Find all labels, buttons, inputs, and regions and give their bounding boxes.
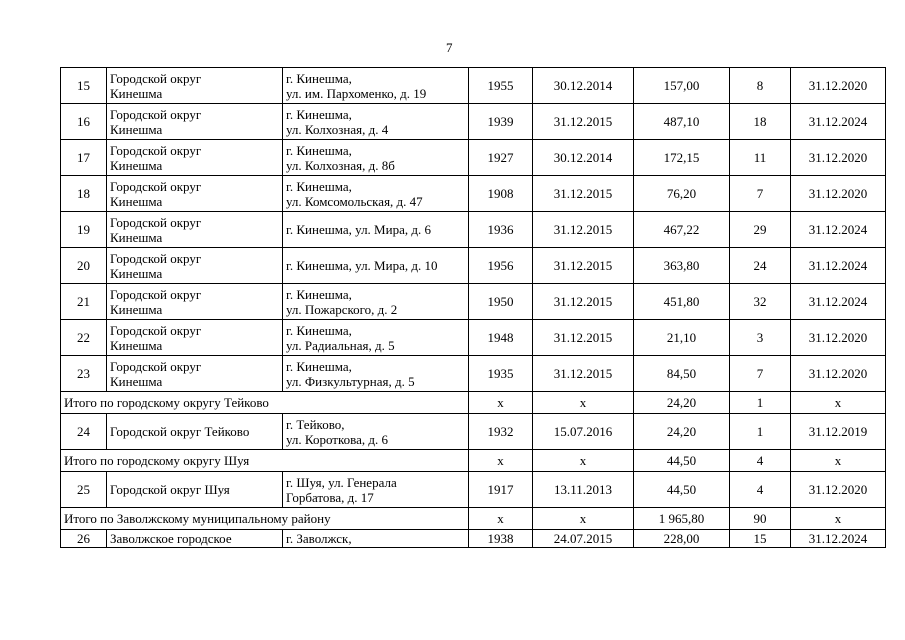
- year-cell: 1956: [469, 248, 533, 284]
- deadline-cell: 31.12.2020: [791, 140, 886, 176]
- year-cell: 1917: [469, 472, 533, 508]
- address-cell-line: ул. Колхозная, д. 8б: [286, 157, 395, 173]
- municipality-cell: [107, 104, 283, 140]
- people-cell: 1: [730, 392, 791, 414]
- deadline-cell: 31.12.2020: [791, 356, 886, 392]
- area-cell: 172,15: [634, 140, 730, 176]
- number-cell: 20: [61, 248, 107, 284]
- deadline-cell: 31.12.2020: [791, 320, 886, 356]
- address-cell-line: ул. Комсомольская, д. 47: [286, 193, 423, 209]
- deadline-cell: 31.12.2020: [791, 68, 886, 104]
- table-row: [61, 212, 886, 248]
- date-cell: 13.11.2013: [533, 472, 634, 508]
- deadline-cell: 31.12.2024: [791, 212, 886, 248]
- people-cell: 24: [730, 248, 791, 284]
- address-cell-line: г. Кинешма, ул. Мира, д. 6: [286, 222, 431, 237]
- people-cell: 7: [730, 356, 791, 392]
- address-cell-line: ул. Короткова, д. 6: [286, 431, 388, 447]
- address-cell: [283, 320, 469, 356]
- people-cell: 29: [730, 212, 791, 248]
- table-row: [61, 176, 886, 212]
- people-cell: 32: [730, 284, 791, 320]
- area-cell: 363,80: [634, 248, 730, 284]
- deadline-cell: х: [791, 508, 886, 530]
- date-cell: 31.12.2015: [533, 320, 634, 356]
- address-cell: [283, 104, 469, 140]
- page-number: 7: [446, 40, 453, 55]
- municipality-cell: [107, 356, 283, 392]
- municipality-cell-line: Кинешма: [110, 373, 163, 389]
- area-cell: 84,50: [634, 356, 730, 392]
- address-cell: [283, 472, 469, 508]
- area-cell: 487,10: [634, 104, 730, 140]
- people-cell: 11: [730, 140, 791, 176]
- address-cell-line: ул. им. Пархоменко, д. 19: [286, 85, 427, 101]
- area-cell: 1 965,80: [634, 508, 730, 530]
- address-cell-line: г. Заволжск,: [286, 531, 352, 546]
- address-cell-line: ул. Радиальная, д. 5: [286, 337, 395, 353]
- municipality-cell: [107, 176, 283, 212]
- year-cell: 1948: [469, 320, 533, 356]
- municipality-cell-line: Городской округ: [110, 142, 202, 158]
- municipality-cell-line: Городской округ: [110, 322, 202, 338]
- address-cell-line: г. Кинешма,: [286, 142, 352, 158]
- people-cell: 90: [730, 508, 791, 530]
- municipality-cell: [107, 414, 283, 450]
- year-cell: 1938: [469, 530, 533, 548]
- address-cell-line: г. Кинешма,: [286, 178, 352, 194]
- address-cell-line: г. Кинешма,: [286, 322, 352, 338]
- total-row: [61, 392, 886, 414]
- area-cell: 44,50: [634, 472, 730, 508]
- number-cell: 17: [61, 140, 107, 176]
- year-cell: 1936: [469, 212, 533, 248]
- number-cell: 16: [61, 104, 107, 140]
- table-row: [61, 414, 886, 450]
- table-row: [61, 284, 886, 320]
- municipality-cell-line: Городской округ: [110, 250, 202, 266]
- deadline-cell: 31.12.2019: [791, 414, 886, 450]
- municipality-cell: [107, 284, 283, 320]
- total-label-cell: Итого по Заволжскому муниципальному району: [61, 508, 469, 530]
- number-cell: 24: [61, 414, 107, 450]
- year-cell: 1939: [469, 104, 533, 140]
- address-cell-line: Горбатова, д. 17: [286, 489, 374, 505]
- municipality-cell-line: Кинешма: [110, 85, 163, 101]
- deadline-cell: 31.12.2024: [791, 284, 886, 320]
- municipality-cell-line: Кинешма: [110, 265, 163, 281]
- table-row: [61, 472, 886, 508]
- date-cell: 31.12.2015: [533, 356, 634, 392]
- total-label-cell: Итого по городскому округу Шуя: [61, 450, 469, 472]
- municipality-cell: [107, 212, 283, 248]
- housing-table: [60, 67, 886, 548]
- total-row: [61, 508, 886, 530]
- address-cell-line: ул. Пожарского, д. 2: [286, 301, 398, 317]
- address-cell: [283, 248, 469, 284]
- number-cell: 19: [61, 212, 107, 248]
- table-row: [61, 248, 886, 284]
- number-cell: 21: [61, 284, 107, 320]
- date-cell: 31.12.2015: [533, 248, 634, 284]
- date-cell: х: [533, 508, 634, 530]
- address-cell-line: ул. Колхозная, д. 4: [286, 121, 389, 137]
- municipality-cell-line: Городской округ: [110, 358, 202, 374]
- people-cell: 18: [730, 104, 791, 140]
- municipality-cell: [107, 472, 283, 508]
- year-cell: 1908: [469, 176, 533, 212]
- table-row: [61, 320, 886, 356]
- address-cell: [283, 414, 469, 450]
- area-cell: 44,50: [634, 450, 730, 472]
- address-cell: [283, 176, 469, 212]
- date-cell: 31.12.2015: [533, 212, 634, 248]
- area-cell: 24,20: [634, 392, 730, 414]
- municipality-cell: [107, 248, 283, 284]
- municipality-cell-line: Кинешма: [110, 121, 163, 137]
- deadline-cell: 31.12.2020: [791, 472, 886, 508]
- municipality-cell-line: Городской округ: [110, 70, 202, 86]
- area-cell: 21,10: [634, 320, 730, 356]
- municipality-cell-line: Городской округ: [110, 106, 202, 122]
- area-cell: 157,00: [634, 68, 730, 104]
- number-cell: 26: [61, 530, 107, 548]
- table-row: [61, 356, 886, 392]
- number-cell: 22: [61, 320, 107, 356]
- number-cell: 18: [61, 176, 107, 212]
- table-row: [61, 68, 886, 104]
- municipality-cell-line: Городской округ: [110, 178, 202, 194]
- date-cell: х: [533, 392, 634, 414]
- date-cell: 30.12.2014: [533, 68, 634, 104]
- municipality-cell-line: Городской округ: [110, 214, 202, 230]
- municipality-cell-line: Кинешма: [110, 337, 163, 353]
- number-cell: 25: [61, 472, 107, 508]
- municipality-cell-line: Городской округ Тейково: [110, 424, 250, 439]
- date-cell: х: [533, 450, 634, 472]
- municipality-cell-line: Кинешма: [110, 301, 163, 317]
- total-label-cell: Итого по городскому округу Тейково: [61, 392, 469, 414]
- year-cell: 1935: [469, 356, 533, 392]
- area-cell: 467,22: [634, 212, 730, 248]
- year-cell: х: [469, 508, 533, 530]
- address-cell: [283, 530, 469, 548]
- municipality-cell: [107, 68, 283, 104]
- address-cell-line: г. Кинешма, ул. Мира, д. 10: [286, 258, 438, 273]
- table-row: [61, 140, 886, 176]
- people-cell: 15: [730, 530, 791, 548]
- address-cell-line: г. Кинешма,: [286, 358, 352, 374]
- address-cell: [283, 284, 469, 320]
- address-cell-line: г. Кинешма,: [286, 286, 352, 302]
- number-cell: 23: [61, 356, 107, 392]
- municipality-cell-line: Городской округ Шуя: [110, 482, 230, 497]
- date-cell: 15.07.2016: [533, 414, 634, 450]
- year-cell: 1950: [469, 284, 533, 320]
- deadline-cell: 31.12.2020: [791, 176, 886, 212]
- total-row: [61, 450, 886, 472]
- municipality-cell-line: Городской округ: [110, 286, 202, 302]
- date-cell: 31.12.2015: [533, 284, 634, 320]
- people-cell: 7: [730, 176, 791, 212]
- deadline-cell: 31.12.2024: [791, 530, 886, 548]
- municipality-cell-line: Кинешма: [110, 229, 163, 245]
- deadline-cell: 31.12.2024: [791, 248, 886, 284]
- address-cell: [283, 140, 469, 176]
- address-cell: [283, 68, 469, 104]
- address-cell-line: г. Кинешма,: [286, 70, 352, 86]
- area-cell: 24,20: [634, 414, 730, 450]
- date-cell: 31.12.2015: [533, 176, 634, 212]
- year-cell: х: [469, 450, 533, 472]
- year-cell: 1927: [469, 140, 533, 176]
- deadline-cell: х: [791, 450, 886, 472]
- municipality-cell: [107, 530, 283, 548]
- people-cell: 3: [730, 320, 791, 356]
- people-cell: 1: [730, 414, 791, 450]
- municipality-cell-line: Кинешма: [110, 193, 163, 209]
- date-cell: 30.12.2014: [533, 140, 634, 176]
- table-body: [61, 68, 886, 548]
- people-cell: 4: [730, 450, 791, 472]
- area-cell: 228,00: [634, 530, 730, 548]
- municipality-cell-line: Заволжское городское: [110, 531, 232, 546]
- municipality-cell-line: Кинешма: [110, 157, 163, 173]
- table-row: [61, 104, 886, 140]
- year-cell: 1955: [469, 68, 533, 104]
- municipality-cell: [107, 320, 283, 356]
- number-cell: 15: [61, 68, 107, 104]
- people-cell: 4: [730, 472, 791, 508]
- deadline-cell: х: [791, 392, 886, 414]
- year-cell: 1932: [469, 414, 533, 450]
- address-cell-line: г. Кинешма,: [286, 106, 352, 122]
- address-cell-line: г. Тейково,: [286, 416, 345, 432]
- municipality-cell: [107, 140, 283, 176]
- table-row: [61, 530, 886, 548]
- area-cell: 76,20: [634, 176, 730, 212]
- area-cell: 451,80: [634, 284, 730, 320]
- address-cell-line: ул. Физкультурная, д. 5: [286, 373, 415, 389]
- address-cell: [283, 356, 469, 392]
- people-cell: 8: [730, 68, 791, 104]
- date-cell: 24.07.2015: [533, 530, 634, 548]
- address-cell: [283, 212, 469, 248]
- date-cell: 31.12.2015: [533, 104, 634, 140]
- year-cell: х: [469, 392, 533, 414]
- address-cell-line: г. Шуя, ул. Генерала: [286, 474, 397, 490]
- deadline-cell: 31.12.2024: [791, 104, 886, 140]
